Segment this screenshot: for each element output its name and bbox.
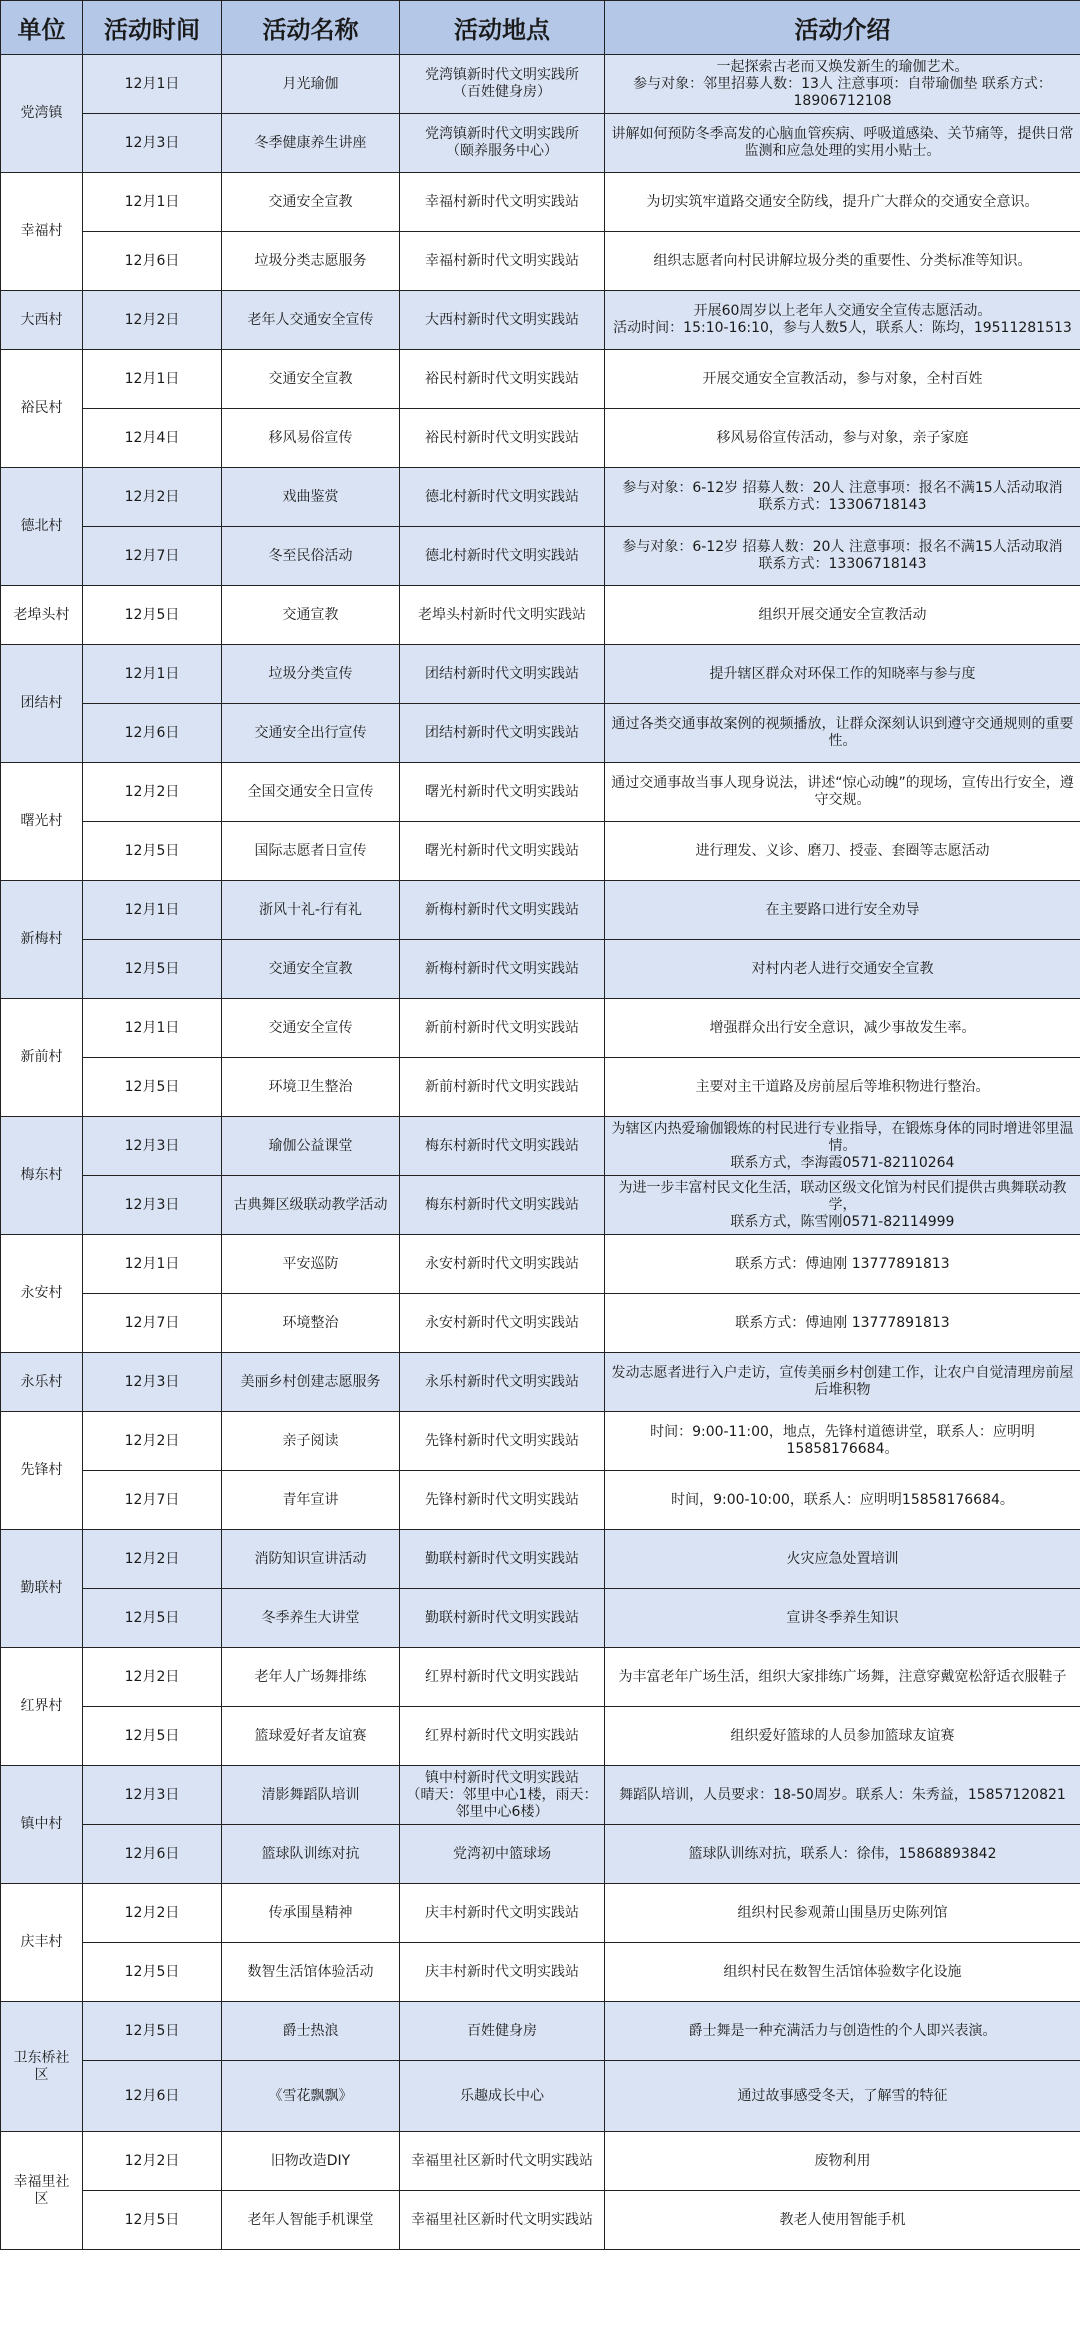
date-cell: 12月3日 (83, 1766, 222, 1825)
intro-cell: 联系方式：傅迪刚 13777891813 (605, 1294, 1080, 1353)
place-cell: 幸福村新时代文明实践站 (400, 232, 605, 291)
table-row (1, 1471, 1080, 1530)
place-cell: 党湾镇新时代文明实践所 （颐养服务中心） (400, 114, 605, 173)
unit-cell: 党湾镇 (1, 55, 83, 173)
place-cell: 庆丰村新时代文明实践站 (400, 1884, 605, 1943)
intro-cell: 发动志愿者进行入户走访，宣传美丽乡村创建工作，让农户自觉清理房前屋后堆积物 (605, 1353, 1080, 1412)
table-row (1, 409, 1080, 468)
date-cell: 12月6日 (83, 2061, 222, 2132)
header-intro: 活动介绍 (605, 1, 1080, 55)
intro-cell: 组织村民参观萧山围垦历史陈列馆 (605, 1884, 1080, 1943)
date-cell: 12月3日 (83, 114, 222, 173)
place-cell: 德北村新时代文明实践站 (400, 468, 605, 527)
date-cell: 12月5日 (83, 586, 222, 645)
activity-name-cell: 数智生活馆体验活动 (222, 1943, 400, 2002)
intro-cell: 为辖区内热爱瑜伽锻炼的村民进行专业指导，在锻炼身体的同时增进邻里温情。 联系方式，李海霞0571-82110264 (605, 1117, 1080, 1176)
table-row (1, 940, 1080, 999)
intro-cell: 舞蹈队培训，人员要求：18-50周岁。联系人：朱秀益，15857120821 (605, 1766, 1080, 1825)
header-name: 活动名称 (222, 1, 400, 55)
activity-name-cell: 戏曲鉴赏 (222, 468, 400, 527)
place-cell: 幸福里社区新时代文明实践站 (400, 2132, 605, 2191)
activity-name-cell: 传承围垦精神 (222, 1884, 400, 1943)
table-row (1, 291, 1080, 350)
intro-cell: 为进一步丰富村民文化生活，联动区级文化馆为村民们提供古典舞联动教学， 联系方式，陈雪刚0571-82114999 (605, 1176, 1080, 1235)
place-cell: 新梅村新时代文明实践站 (400, 881, 605, 940)
unit-cell: 德北村 (1, 468, 83, 586)
date-cell: 12月6日 (83, 1825, 222, 1884)
unit-cell: 团结村 (1, 645, 83, 763)
intro-cell: 参与对象：6-12岁 招募人数：20人 注意事项：报名不满15人活动取消 联系方式：13306718143 (605, 468, 1080, 527)
place-cell: 党湾初中篮球场 (400, 1825, 605, 1884)
place-cell: 红界村新时代文明实践站 (400, 1648, 605, 1707)
activity-name-cell: 交通安全出行宣传 (222, 704, 400, 763)
activity-name-cell: 交通安全宣教 (222, 940, 400, 999)
date-cell: 12月4日 (83, 409, 222, 468)
activity-name-cell: 《雪花飘飘》 (222, 2061, 400, 2132)
unit-cell: 幸福里社区 (1, 2132, 83, 2250)
table-header-row (1, 1, 1080, 55)
place-cell: 永安村新时代文明实践站 (400, 1294, 605, 1353)
unit-cell: 新前村 (1, 999, 83, 1117)
place-cell: 乐趣成长中心 (400, 2061, 605, 2132)
activity-name-cell: 消防知识宣讲活动 (222, 1530, 400, 1589)
date-cell: 12月1日 (83, 881, 222, 940)
date-cell: 12月2日 (83, 1530, 222, 1589)
activity-name-cell: 垃圾分类志愿服务 (222, 232, 400, 291)
table-body (1, 55, 1080, 2250)
date-cell: 12月6日 (83, 704, 222, 763)
place-cell: 梅东村新时代文明实践站 (400, 1176, 605, 1235)
intro-cell: 主要对主干道路及房前屋后等堆积物进行整治。 (605, 1058, 1080, 1117)
header-time: 活动时间 (83, 1, 222, 55)
place-cell: 永乐村新时代文明实践站 (400, 1353, 605, 1412)
table-row (1, 527, 1080, 586)
date-cell: 12月1日 (83, 1235, 222, 1294)
place-cell: 百姓健身房 (400, 2002, 605, 2061)
table-row (1, 1117, 1080, 1176)
activity-name-cell: 移风易俗宣传 (222, 409, 400, 468)
place-cell: 幸福村新时代文明实践站 (400, 173, 605, 232)
intro-cell: 组织村民在数智生活馆体验数字化设施 (605, 1943, 1080, 2002)
date-cell: 12月2日 (83, 2132, 222, 2191)
unit-cell: 老埠头村 (1, 586, 83, 645)
unit-cell: 大西村 (1, 291, 83, 350)
intro-cell: 时间，9:00-10:00，联系人：应明明15858176684。 (605, 1471, 1080, 1530)
unit-cell: 先锋村 (1, 1412, 83, 1530)
activity-name-cell: 老年人广场舞排练 (222, 1648, 400, 1707)
place-cell: 梅东村新时代文明实践站 (400, 1117, 605, 1176)
place-cell: 勤联村新时代文明实践站 (400, 1589, 605, 1648)
intro-cell: 宣讲冬季养生知识 (605, 1589, 1080, 1648)
date-cell: 12月5日 (83, 1707, 222, 1766)
unit-cell: 镇中村 (1, 1766, 83, 1884)
date-cell: 12月5日 (83, 2191, 222, 2250)
unit-cell: 永安村 (1, 1235, 83, 1353)
activity-name-cell: 环境卫生整治 (222, 1058, 400, 1117)
table-row (1, 586, 1080, 645)
place-cell: 大西村新时代文明实践站 (400, 291, 605, 350)
date-cell: 12月6日 (83, 232, 222, 291)
place-cell: 曙光村新时代文明实践站 (400, 822, 605, 881)
intro-cell: 移风易俗宣传活动，参与对象，亲子家庭 (605, 409, 1080, 468)
place-cell: 镇中村新时代文明实践站 （晴天：邻里中心1楼，雨天：邻里中心6楼） (400, 1766, 605, 1825)
table-row (1, 55, 1080, 114)
table-row (1, 1176, 1080, 1235)
unit-cell: 庆丰村 (1, 1884, 83, 2002)
intro-cell: 在主要路口进行安全劝导 (605, 881, 1080, 940)
date-cell: 12月1日 (83, 999, 222, 1058)
intro-cell: 通过故事感受冬天，了解雪的特征 (605, 2061, 1080, 2132)
place-cell: 先锋村新时代文明实践站 (400, 1471, 605, 1530)
date-cell: 12月5日 (83, 940, 222, 999)
table-row (1, 1766, 1080, 1825)
table-row (1, 173, 1080, 232)
place-cell: 团结村新时代文明实践站 (400, 645, 605, 704)
activity-name-cell: 垃圾分类宣传 (222, 645, 400, 704)
activity-name-cell: 浙风十礼-行有礼 (222, 881, 400, 940)
date-cell: 12月3日 (83, 1117, 222, 1176)
activity-name-cell: 国际志愿者日宣传 (222, 822, 400, 881)
date-cell: 12月5日 (83, 1589, 222, 1648)
activity-name-cell: 美丽乡村创建志愿服务 (222, 1353, 400, 1412)
unit-cell: 曙光村 (1, 763, 83, 881)
place-cell: 德北村新时代文明实践站 (400, 527, 605, 586)
place-cell: 先锋村新时代文明实践站 (400, 1412, 605, 1471)
activity-name-cell: 交通宣教 (222, 586, 400, 645)
table-row (1, 881, 1080, 940)
unit-cell: 幸福村 (1, 173, 83, 291)
table-row (1, 999, 1080, 1058)
table-row (1, 2002, 1080, 2061)
intro-cell: 为切实筑牢道路交通安全防线，提升广大群众的交通安全意识。 (605, 173, 1080, 232)
table-row (1, 468, 1080, 527)
table-row (1, 1412, 1080, 1471)
date-cell: 12月5日 (83, 822, 222, 881)
date-cell: 12月7日 (83, 527, 222, 586)
intro-cell: 教老人使用智能手机 (605, 2191, 1080, 2250)
activity-name-cell: 冬季养生大讲堂 (222, 1589, 400, 1648)
activity-name-cell: 交通安全宣教 (222, 173, 400, 232)
activity-name-cell: 古典舞区级联动教学活动 (222, 1176, 400, 1235)
table-row (1, 763, 1080, 822)
header-unit: 单位 (1, 1, 83, 55)
date-cell: 12月1日 (83, 350, 222, 409)
date-cell: 12月1日 (83, 55, 222, 114)
table-row (1, 2061, 1080, 2132)
unit-cell: 永乐村 (1, 1353, 83, 1412)
date-cell: 12月7日 (83, 1294, 222, 1353)
intro-cell: 对村内老人进行交通安全宣教 (605, 940, 1080, 999)
place-cell: 新前村新时代文明实践站 (400, 999, 605, 1058)
activity-name-cell: 月光瑜伽 (222, 55, 400, 114)
intro-cell: 提升辖区群众对环保工作的知晓率与参与度 (605, 645, 1080, 704)
date-cell: 12月2日 (83, 1412, 222, 1471)
intro-cell: 组织志愿者向村民讲解垃圾分类的重要性、分类标准等知识。 (605, 232, 1080, 291)
table-row (1, 1884, 1080, 1943)
date-cell: 12月2日 (83, 291, 222, 350)
activity-name-cell: 交通安全宣教 (222, 350, 400, 409)
intro-cell: 参与对象：6-12岁 招募人数：20人 注意事项：报名不满15人活动取消 联系方式：13306718143 (605, 527, 1080, 586)
table-row (1, 1589, 1080, 1648)
date-cell: 12月1日 (83, 645, 222, 704)
intro-cell: 时间：9:00-11:00，地点，先锋村道德讲堂，联系人：应明明 15858176684。 (605, 1412, 1080, 1471)
activity-name-cell: 篮球队训练对抗 (222, 1825, 400, 1884)
date-cell: 12月2日 (83, 1648, 222, 1707)
table-row (1, 1648, 1080, 1707)
place-cell: 庆丰村新时代文明实践站 (400, 1943, 605, 2002)
intro-cell: 为丰富老年广场生活，组织大家排练广场舞，注意穿戴宽松舒适衣服鞋子 (605, 1648, 1080, 1707)
activity-name-cell: 亲子阅读 (222, 1412, 400, 1471)
date-cell: 12月3日 (83, 1353, 222, 1412)
unit-cell: 梅东村 (1, 1117, 83, 1235)
place-cell: 团结村新时代文明实践站 (400, 704, 605, 763)
table-row (1, 2191, 1080, 2250)
date-cell: 12月2日 (83, 1884, 222, 1943)
activity-name-cell: 冬季健康养生讲座 (222, 114, 400, 173)
activity-name-cell: 老年人交通安全宣传 (222, 291, 400, 350)
table-row (1, 822, 1080, 881)
table-row (1, 1294, 1080, 1353)
table-row (1, 1353, 1080, 1412)
header-place: 活动地点 (400, 1, 605, 55)
table-row (1, 232, 1080, 291)
table-row (1, 1825, 1080, 1884)
date-cell: 12月1日 (83, 173, 222, 232)
place-cell: 老埠头村新时代文明实践站 (400, 586, 605, 645)
table-row (1, 114, 1080, 173)
table-row (1, 1530, 1080, 1589)
table-row (1, 1707, 1080, 1766)
date-cell: 12月5日 (83, 2002, 222, 2061)
activity-name-cell: 瑜伽公益课堂 (222, 1117, 400, 1176)
intro-cell: 火灾应急处置培训 (605, 1530, 1080, 1589)
activity-name-cell: 清影舞蹈队培训 (222, 1766, 400, 1825)
unit-cell: 卫东桥社区 (1, 2002, 83, 2132)
place-cell: 幸福里社区新时代文明实践站 (400, 2191, 605, 2250)
place-cell: 曙光村新时代文明实践站 (400, 763, 605, 822)
intro-cell: 讲解如何预防冬季高发的心脑血管疾病、呼吸道感染、关节痛等，提供日常监测和应急处理的实用小贴士。 (605, 114, 1080, 173)
intro-cell: 篮球队训练对抗，联系人：徐伟，15868893842 (605, 1825, 1080, 1884)
intro-cell: 废物利用 (605, 2132, 1080, 2191)
activity-name-cell: 青年宣讲 (222, 1471, 400, 1530)
place-cell: 新前村新时代文明实践站 (400, 1058, 605, 1117)
date-cell: 12月2日 (83, 763, 222, 822)
table-row (1, 350, 1080, 409)
table-row (1, 1058, 1080, 1117)
intro-cell: 开展交通安全宣教活动，参与对象，全村百姓 (605, 350, 1080, 409)
table-row (1, 1235, 1080, 1294)
place-cell: 裕民村新时代文明实践站 (400, 350, 605, 409)
intro-cell: 一起探索古老而又焕发新生的瑜伽艺术。 参与对象：邻里招募人数：13人 注意事项：自带瑜伽垫 联系方式： 18906712108 (605, 55, 1080, 114)
activity-name-cell: 旧物改造DIY (222, 2132, 400, 2191)
place-cell: 党湾镇新时代文明实践所 （百姓健身房） (400, 55, 605, 114)
date-cell: 12月7日 (83, 1471, 222, 1530)
date-cell: 12月2日 (83, 468, 222, 527)
place-cell: 新梅村新时代文明实践站 (400, 940, 605, 999)
unit-cell: 红界村 (1, 1648, 83, 1766)
intro-cell: 组织开展交通安全宣教活动 (605, 586, 1080, 645)
place-cell: 永安村新时代文明实践站 (400, 1235, 605, 1294)
date-cell: 12月5日 (83, 1058, 222, 1117)
intro-cell: 组织爱好篮球的人员参加篮球友谊赛 (605, 1707, 1080, 1766)
activity-name-cell: 交通安全宣传 (222, 999, 400, 1058)
activity-name-cell: 环境整治 (222, 1294, 400, 1353)
date-cell: 12月3日 (83, 1176, 222, 1235)
activity-name-cell: 爵士热浪 (222, 2002, 400, 2061)
table-row (1, 1943, 1080, 2002)
place-cell: 裕民村新时代文明实践站 (400, 409, 605, 468)
activity-name-cell: 全国交通安全日宣传 (222, 763, 400, 822)
date-cell: 12月5日 (83, 1943, 222, 2002)
activity-name-cell: 冬至民俗活动 (222, 527, 400, 586)
unit-cell: 裕民村 (1, 350, 83, 468)
table-row (1, 704, 1080, 763)
intro-cell: 爵士舞是一种充满活力与创造性的个人即兴表演。 (605, 2002, 1080, 2061)
intro-cell: 通过各类交通事故案例的视频播放，让群众深刻认识到遵守交通规则的重要性。 (605, 704, 1080, 763)
table-row (1, 2132, 1080, 2191)
intro-cell: 开展60周岁以上老年人交通安全宣传志愿活动。 活动时间：15:10-16:10，参与人数5人，联系人：陈均，19511281513 (605, 291, 1080, 350)
activity-name-cell: 老年人智能手机课堂 (222, 2191, 400, 2250)
intro-cell: 通过交通事故当事人现身说法，讲述“惊心动魄”的现场，宣传出行安全，遵守交规。 (605, 763, 1080, 822)
place-cell: 红界村新时代文明实践站 (400, 1707, 605, 1766)
place-cell: 勤联村新时代文明实践站 (400, 1530, 605, 1589)
intro-cell: 增强群众出行安全意识，减少事故发生率。 (605, 999, 1080, 1058)
unit-cell: 勤联村 (1, 1530, 83, 1648)
activity-name-cell: 篮球爱好者友谊赛 (222, 1707, 400, 1766)
intro-cell: 进行理发、义诊、磨刀、授壶、套圈等志愿活动 (605, 822, 1080, 881)
intro-cell: 联系方式：傅迪刚 13777891813 (605, 1235, 1080, 1294)
unit-cell: 新梅村 (1, 881, 83, 999)
activity-name-cell: 平安巡防 (222, 1235, 400, 1294)
table-row (1, 645, 1080, 704)
